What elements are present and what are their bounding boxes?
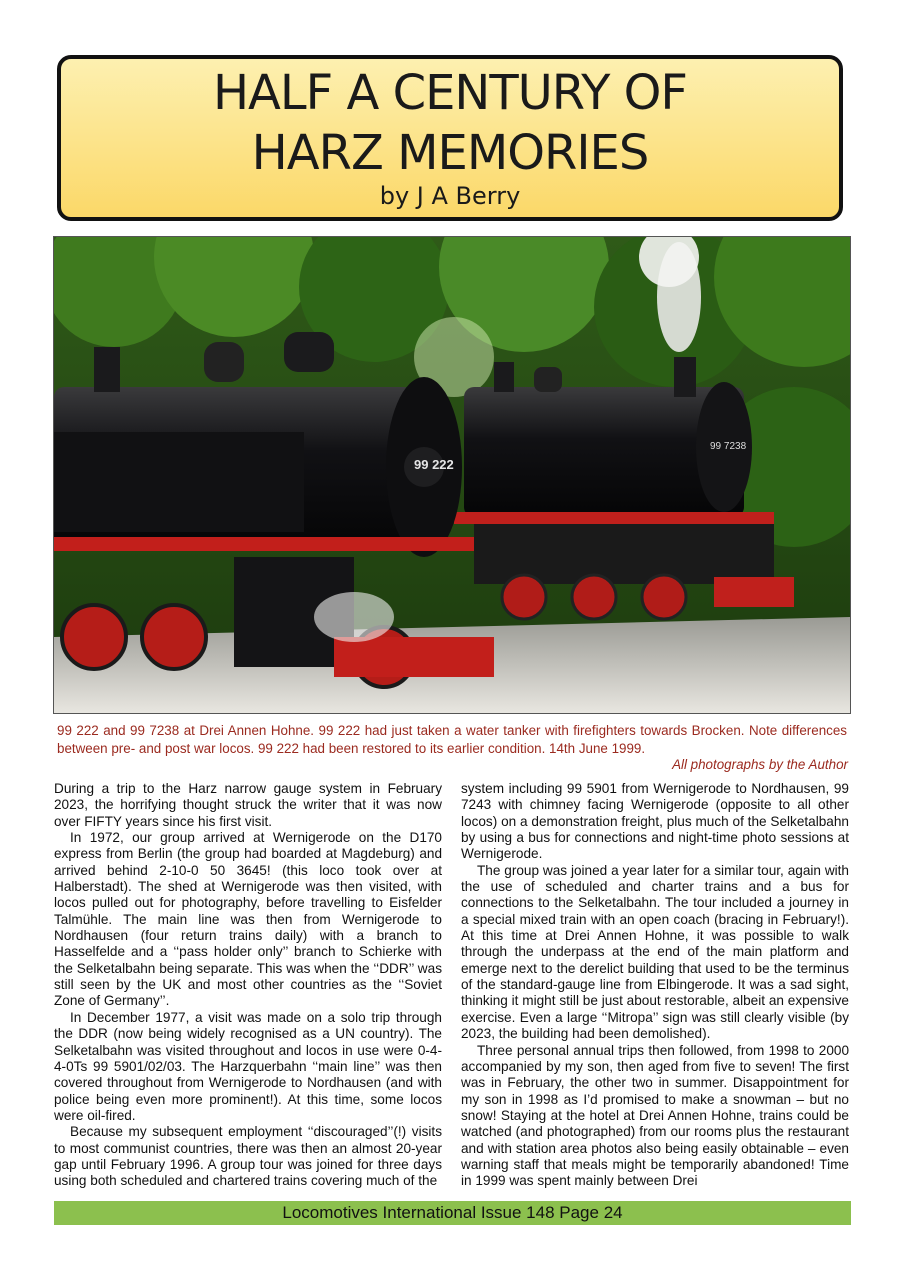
- title-banner: [57, 55, 843, 221]
- body-paragraph: system including 99 5901 from Wernigerode to Nordhausen, 99 7243 with chimney facing Wernigerode (opposite to all other locos) on a demonstration freight, plus much of the Selketalbahn by using a bus for connections and night-time photo sessions at Wernigerode.: [461, 781, 849, 862]
- body-paragraph: Because my subsequent employment ‘‘discouraged’’(!) visits to most communist countries, there was then an almost 20-year gap until February 1996. A group tour was joined for three days using both scheduled and chartered trains covering much of the: [54, 1124, 442, 1189]
- body-paragraph: Three personal annual trips then followed, from 1998 to 2000 accompanied by my son, then aged from five to seven! The first was in February, the other two in summer. Disappointment for my son in 1998 as I’d promised to make a snowman – but no snow! Staying at the hotel at Drei Annen Hohne, trains could be watched (and photographed) from our rooms plus the restaurant and with station area photos also being easily obtainable – even warning staff that meals might be temporarily abandoned! Time in 1999 was spent mainly between Drei: [461, 1042, 849, 1189]
- photo-caption: 99 222 and 99 7238 at Drei Annen Hohne. 99 222 had just taken a water tanker with firefighters towards Brocken. Note differences between pre- and post war locos. 99 222 had been restored to its earlier condition. 14th June 1999.: [57, 723, 847, 756]
- body-paragraph: In December 1977, a visit was made on a solo trip through the DDR (now being widely recognised as a UN country). The Selketalbahn was visited throughout and locos in use were 0-4-4-0Ts 99 5901/02/03. The Harzquerbahn ‘‘main line’’ was then covered throughout from Wernigerode to Nordhausen (and with police being even more prominent!). At this time, some locos were oil-fired.: [54, 1009, 442, 1123]
- loco-number-plate-right: 99 7238: [710, 441, 747, 452]
- article-title-line-1: HALF A CENTURY OF: [212, 65, 688, 121]
- loco-number-plate-left: 99 222: [414, 457, 454, 472]
- page-footer: Locomotives International Issue 148 Page 24: [54, 1201, 851, 1225]
- photo-credit: All photographs by the Author: [672, 757, 848, 772]
- body-paragraph: The group was joined a year later for a similar tour, again with the use of scheduled and charter trains and a bus for connections to the Selketalbahn. The tour included a journey in a special mixed train with an open coach (bracing in February!). At this time at Drei Annen Hohne, it was possible to walk through the underpass at the end of the main platform and emerge next to the derelict building that used to be the terminus of the standard-gauge line from Elbingerode. It was a sad sight, thinking it might still be just about restorable, albeit an expensive exercise. Even a large ‘‘Mitropa’’ sign was still clearly visible (by 2023, the building had been demolished).: [461, 862, 849, 1042]
- body-paragraph: During a trip to the Harz narrow gauge system in February 2023, the horrifying thought struck the writer that it was now over FIFTY years since his first visit.: [54, 781, 442, 829]
- body-column-right: [461, 781, 849, 1190]
- body-column-left: [54, 781, 442, 1190]
- author-byline: by J A Berry: [379, 182, 521, 210]
- body-paragraph: In 1972, our group arrived at Wernigerode on the D170 express from Berlin (the group had boarded at Magdeburg) and arrived behind 2-10-0 50 3645! (this loco took over at Halberstadt). The shed at Wernigerode was then visited, with locos pulled out for photography, before travelling to Eisfelder Talmühle. The main line was then from Wernigerode to Nordhausen (four return trains daily) with a branch to Hasselfelde and a ‘‘pass holder only’’ branch to Schierke with the Selketalbahn being separate. This was when the ‘‘DDR’’ was still seen by the UK and most other countries as the ‘‘Soviet Zone of Germany’’.: [54, 830, 442, 1009]
- locomotives-photo: [53, 236, 851, 714]
- article-title-line-2: HARZ MEMORIES: [251, 125, 649, 181]
